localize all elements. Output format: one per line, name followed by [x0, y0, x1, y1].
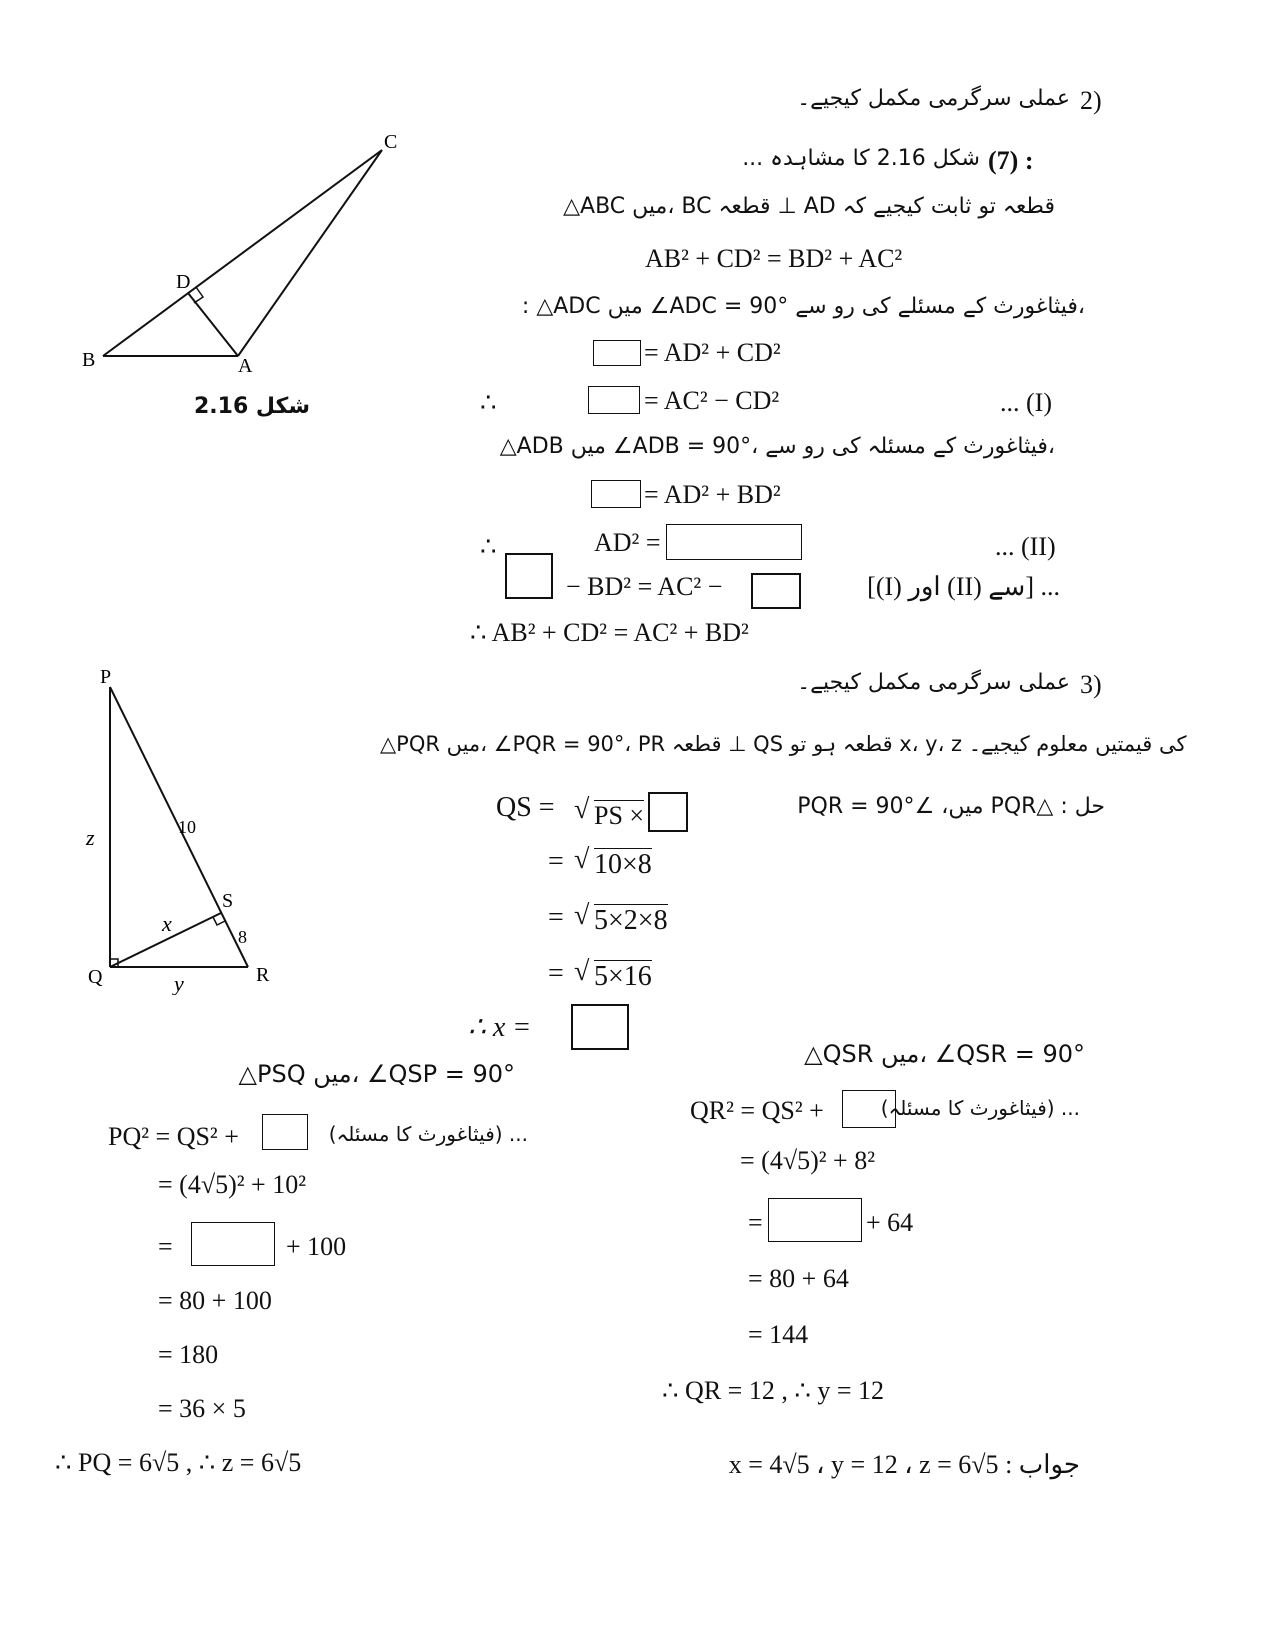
activity2-intro-number: (7) :	[988, 146, 1034, 175]
qr2-equation: QR² = QS² +	[690, 1096, 824, 1125]
blank-ad-squared-1[interactable]	[588, 386, 640, 414]
label-r: R	[256, 964, 270, 986]
radicand-10x8: 10×8	[594, 849, 652, 880]
eq-ad2: AD² =	[594, 528, 661, 557]
eq-ad2-cd2: = AD² + CD²	[644, 338, 781, 367]
qs-label: QS =	[496, 792, 555, 823]
pq-result: ∴ PQ = 6√5 , ∴ z = 6√5	[55, 1448, 302, 1477]
solution-label: حل : △PQR میں، ∠PQR = 90°	[797, 794, 1105, 819]
therefore-sign: ∴	[480, 388, 497, 417]
blank-x-value[interactable]	[571, 1004, 629, 1050]
qsr-heading: △QSR میں، ∠QSR = 90°	[804, 1040, 1085, 1068]
qr2-reason: ... (فیثاغورث کا مسئلہ)	[880, 1096, 1080, 1120]
ref-two: ... (II)	[995, 532, 1056, 561]
segment-ac	[238, 150, 382, 356]
activity3-title: عملی سرگرمی مکمل کیجیے۔	[797, 670, 1070, 695]
qs-radical-sign: √	[574, 794, 590, 825]
label-x: x	[162, 911, 172, 936]
qr2-step4: = 80 + 64	[748, 1264, 849, 1293]
pq2-step3-tail: + 100	[286, 1232, 347, 1261]
eq-sign-4: =	[548, 958, 564, 989]
label-y: y	[174, 971, 184, 995]
activity2-statement: △ABC میں، BC قطعہ ⊥ AD قطعہ تو ثابت کیجیے کہ	[563, 194, 1055, 219]
segment-bc	[103, 150, 382, 356]
pq2-step6: = 36 × 5	[158, 1394, 246, 1423]
blank-qs-squared-value[interactable]	[191, 1222, 275, 1266]
activity3-number: 3)	[1080, 670, 1102, 699]
radical-sign-2: √	[574, 844, 590, 875]
qr2-step3-eq: =	[748, 1208, 763, 1237]
label-s: S	[222, 890, 234, 912]
x-result: ∴ x =	[468, 1012, 532, 1043]
label-q: Q	[88, 966, 103, 988]
blank-ad-squared-2[interactable]	[666, 524, 802, 560]
blank-qs-squared-value-2[interactable]	[768, 1198, 862, 1242]
psq-heading: △PSQ میں، ∠QSP = 90°	[238, 1060, 515, 1088]
pq2-equation: PQ² = QS² +	[108, 1122, 239, 1151]
blank-ac-squared[interactable]	[593, 340, 641, 366]
radical-sign-3: √	[574, 900, 590, 931]
qr-result: ∴ QR = 12 , ∴ y = 12	[662, 1376, 885, 1405]
right-angle-mark-d	[194, 287, 203, 303]
activity3-statement: △PQR میں، ∠PQR = 90°، PR قطعہ ⊥ QS قطعہ ہو تو x، y، z کی قیمتیں معلوم کیجیے۔	[380, 732, 1187, 756]
final-answer: جواب : x = 4√5 ، y = 12 ، z = 6√5	[728, 1450, 1080, 1479]
label-b: B	[82, 349, 96, 371]
label-ten: 10	[178, 817, 196, 837]
blank-ps-squared[interactable]	[262, 1114, 308, 1150]
figure-2-16	[70, 120, 430, 440]
eq-sign-2: =	[548, 846, 564, 877]
label-eight: 8	[238, 927, 247, 947]
radicand-5x16: 5×16	[594, 961, 652, 992]
activity2-title: عملی سرگرمی مکمل کیجیے۔	[797, 86, 1070, 111]
blank-sr[interactable]	[648, 792, 688, 832]
label-z: z	[86, 825, 95, 850]
pq2-step4: = 80 + 100	[158, 1286, 272, 1315]
pq2-step3-eq: =	[158, 1232, 173, 1261]
label-p: P	[100, 666, 112, 688]
qr2-step5: = 144	[748, 1320, 809, 1349]
eq-sign-3: =	[548, 902, 564, 933]
figure-caption-2-16: شکل 2.16	[193, 394, 310, 419]
blank-cd2-right[interactable]	[751, 573, 801, 609]
eq-ad2-bd2: = AD² + BD²	[644, 480, 781, 509]
label-d: D	[176, 271, 191, 293]
goal-equation: AB² + CD² = BD² + AC²	[645, 244, 903, 273]
pythagoras-adb: △ADB میں ∠ADB = 90°، فیثاغورث کے مسئلہ کی رو سے،	[499, 434, 1055, 459]
label-a: A	[238, 355, 253, 377]
therefore-sign-2: ∴	[480, 532, 497, 561]
pq2-reason: ... (فیثاغورث کا مسئلہ)	[328, 1122, 528, 1146]
pq2-step5: = 180	[158, 1340, 219, 1369]
ref-three: [(I) اور (II) سے] ...	[867, 572, 1060, 601]
qs-radicand: PS ×	[594, 801, 645, 830]
ref-one: ... (I)	[1000, 388, 1052, 417]
radicand-5x2x8: 5×2×8	[594, 905, 668, 936]
activity2-number: 2)	[1080, 86, 1102, 115]
blank-ab2-left[interactable]	[505, 553, 553, 599]
final-equation: ∴ AB² + CD² = AC² + BD²	[470, 618, 749, 647]
figure-pqr	[70, 665, 300, 995]
pq2-step2: = (4√5)² + 10²	[158, 1170, 307, 1199]
activity2-intro-text: شکل 2.16 کا مشاہدہ ...	[742, 146, 980, 171]
label-c: C	[384, 131, 398, 153]
pythagoras-adc: : △ADC میں ∠ADC = 90° فیثاغورث کے مسئلے کی رو سے،	[521, 294, 1085, 319]
eq-ac2-cd2: = AC² − CD²	[644, 386, 780, 415]
radical-sign-4: √	[574, 956, 590, 987]
qr2-step2: = (4√5)² + 8²	[740, 1146, 876, 1175]
eq-bd2-ac2: − BD² = AC² −	[566, 572, 723, 601]
qr2-step3-tail: + 64	[866, 1208, 914, 1237]
blank-ab-squared[interactable]	[591, 480, 641, 508]
